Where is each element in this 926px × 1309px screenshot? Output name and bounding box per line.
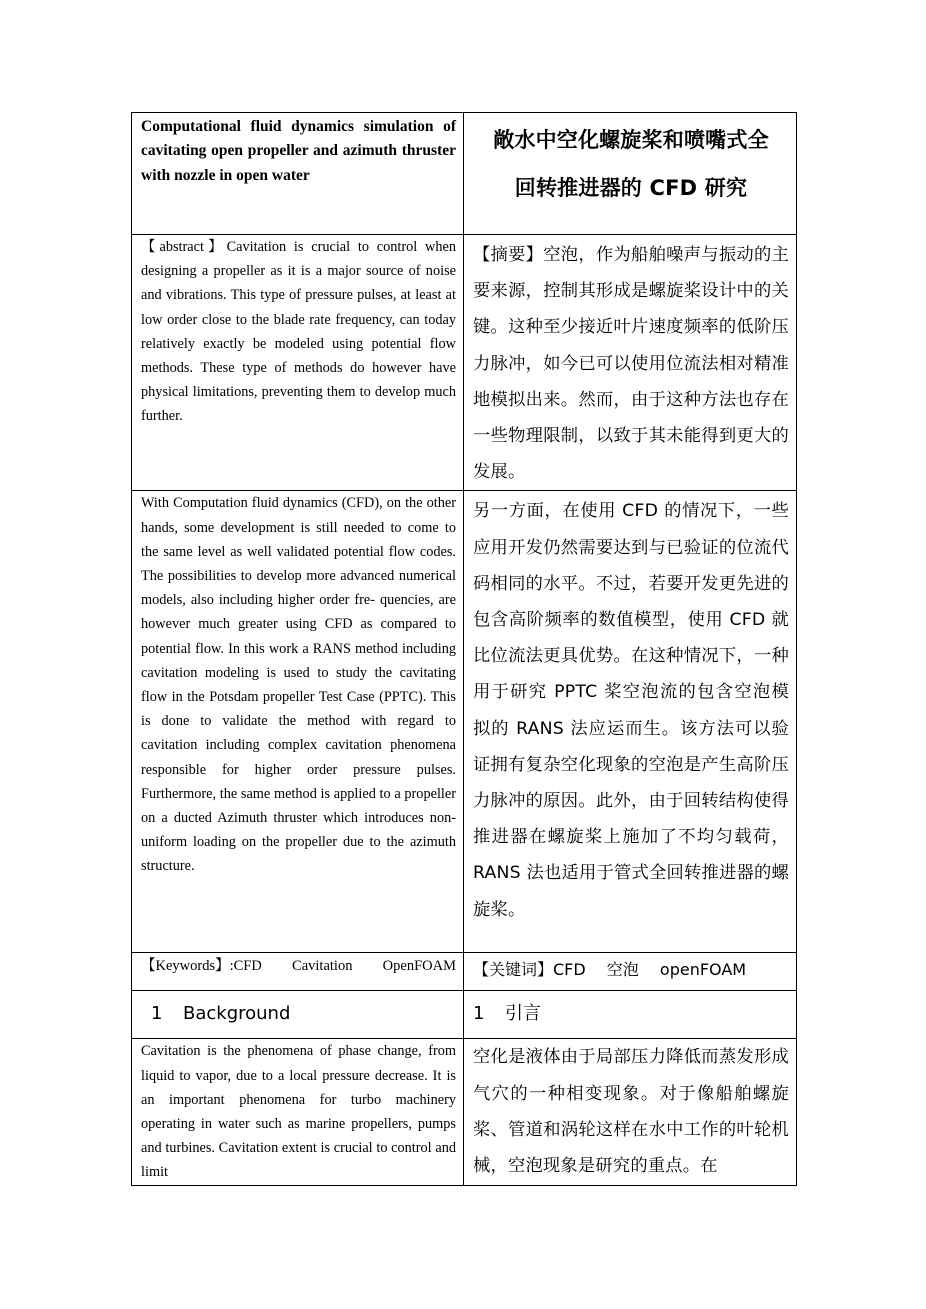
section-title-zh: 引言 (505, 1003, 541, 1025)
section-heading-en (141, 991, 456, 1037)
keywords-zh-label: 【关键词】CFD (473, 960, 586, 980)
title-en: Computational fluid dynamics simulation of cavitating open propeller and azimuth thruster with nozzle in open water (141, 118, 456, 184)
section-zh-cell (464, 991, 797, 1039)
title-zh-line1: 敞水中空化螺旋桨和喷嘴式全 (493, 128, 769, 152)
section-number-en: 1 (151, 1003, 163, 1025)
section-heading-zh (473, 991, 789, 1037)
section-heading-row (132, 991, 797, 1039)
cfd-zh: 另一方面，在使用 CFD 的情况下，一些应用开发仍然需要达到与已验证的位流代码相同的水平。不过，若要开发更先进的包含高阶频率的数值模型，使用 CFD 就比位流法更具优势。在这种情况下，一种用于研究 PPTC 桨空泡流的包含空泡模拟的 RANS 法应运而生。该方法可以验证拥有复杂空化现象的空泡是产生高阶压力脉冲的原因。此外，由于回转结构使得推进器在螺旋桨上施加了不均匀载荷，RANS 法也适用于管式全回转推进器的螺旋桨。 (473, 501, 789, 920)
keywords-en-label: 【Keywords】:CFD (141, 958, 262, 975)
cfd-zh-cell (464, 491, 797, 953)
keywords-zh-cell (464, 953, 797, 991)
cfd-en: With Computation fluid dynamics (CFD), on the other hands, some development is still needed to come to the same level as well validated potential flow codes. The possibilities to develop more advanced numerical models, also including higher order fre- quencies, are however much greater using CFD as compared to potential flow. In this work a RANS method including cavitation modeling is used to study the cavitating flow in the Potsdam propeller Test Case (PPTC). This is done to validate the method with regard to cavitation including complex cavitation phenomena responsible for higher order pressure pulses. Furthermore, the same method is applied to a propeller on a ducted Azimuth thruster which introduces non-uniform loading on the propeller due to the azimuth structure. (141, 495, 456, 875)
intro-row (132, 1039, 797, 1186)
keywords-en-cell (132, 953, 464, 991)
keyword-en-3: OpenFOAM (382, 958, 456, 975)
title-en-cell (132, 113, 464, 235)
keywords-zh (473, 953, 789, 987)
abstract-row (132, 235, 797, 491)
abstract-en-cell (132, 235, 464, 491)
keyword-en-2: Cavitation (292, 958, 353, 975)
intro-en-cell (132, 1039, 464, 1186)
keywords-row (132, 953, 797, 991)
title-zh-line2: 回转推进器的 CFD 研究 (514, 176, 748, 200)
section-number-zh: 1 (473, 1003, 485, 1025)
keywords-en (141, 953, 456, 978)
keyword-zh-3: openFOAM (659, 960, 747, 980)
section-title-en: Background (183, 1003, 291, 1025)
intro-zh: 空化是液体由于局部压力降低而蒸发形成气穴的一种相变现象。对于像船舶螺旋桨、管道和涡轮这样在水中工作的叶轮机械，空泡现象是研究的重点。在 (473, 1047, 789, 1177)
intro-zh-cell (464, 1039, 797, 1186)
keyword-zh-2: 空泡 (606, 960, 639, 980)
cfd-en-cell (132, 491, 464, 953)
bilingual-table (131, 112, 797, 1186)
abstract-zh-cell (464, 235, 797, 491)
abstract-zh: 【摘要】空泡，作为船舶噪声与振动的主要来源，控制其形成是螺旋桨设计中的关键。这种至少接近叶片速度频率的低阶压力脉冲，如今已可以使用位流法相对精准地模拟出来。然而，由于这种方法也存在一些物理限制，以致于其未能得到更大的发展。 (473, 245, 789, 483)
cfd-row (132, 491, 797, 953)
title-zh-cell (464, 113, 797, 235)
intro-en: Cavitation is the phenomena of phase change, from liquid to vapor, due to a local pressure decrease. It is an important phenomena for turbo machinery operating in water such as marine propellers, pumps and turbines. Cavitation extent is crucial to control and limit (141, 1043, 456, 1181)
abstract-en: 【abstract】Cavitation is crucial to control when designing a propeller as it is a major source of noise and vibrations. This type of pressure pulses, at least at low order close to the blade rate frequency, can today relatively exactly be modeled using potential flow methods. These type of methods do however have physical limitations, preventing them to develop much further. (141, 239, 456, 425)
title-row (132, 113, 797, 235)
section-en-cell (132, 991, 464, 1039)
